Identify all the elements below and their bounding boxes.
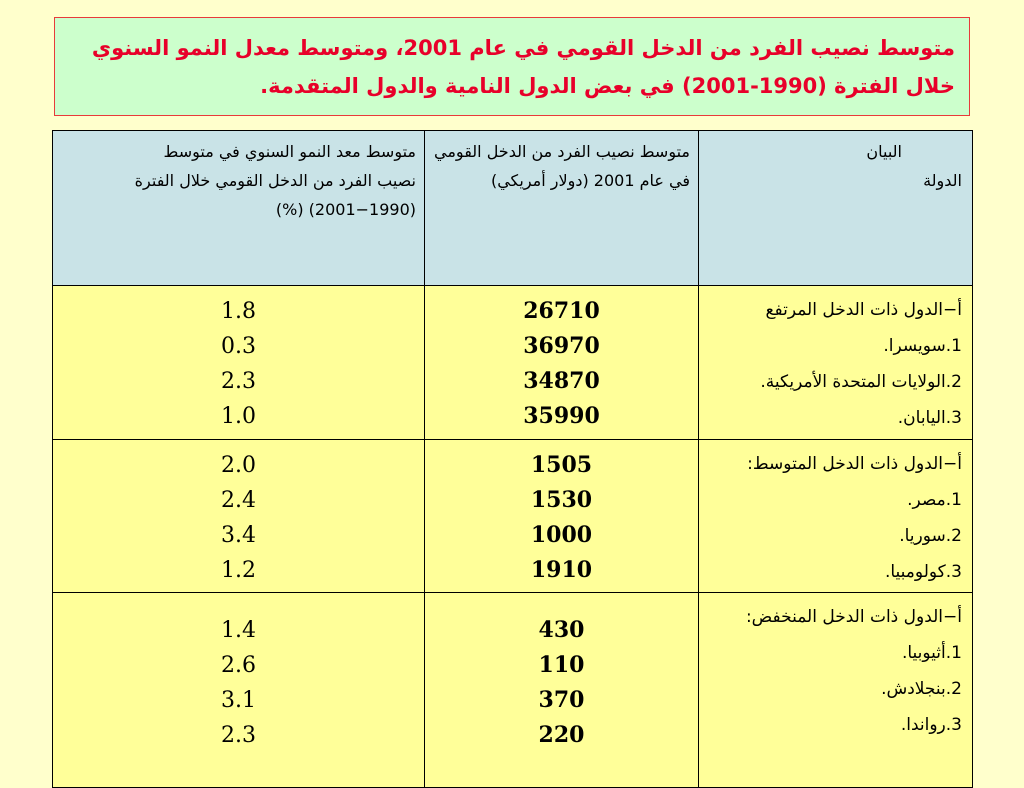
country-name: 1.أثيوبيا.: [901, 643, 962, 663]
header-growth-sublabel: نصيب الفرد من الدخل القومي خلال الفترة (1990−2001) (%): [134, 171, 416, 219]
income-cell: [425, 286, 699, 440]
country-name: 3.اليابان.: [897, 408, 962, 428]
header-country-label: البيان: [866, 142, 902, 161]
country-name: 2.سوريا.: [899, 526, 962, 546]
growth-cell: [53, 286, 425, 440]
country-name: 2.الولايات المتحدة الأمريكية.: [760, 372, 962, 392]
header-growth-label: متوسط معد النمو السنوي في متوسط: [163, 142, 416, 161]
header-income: [425, 131, 699, 286]
growth-cell: [53, 440, 425, 593]
income-table: [52, 130, 973, 788]
income-value: 35990: [523, 403, 600, 429]
country-cell: [699, 440, 973, 593]
header-growth: [53, 131, 425, 286]
income-value: 34870: [523, 368, 600, 394]
country-name: 3.كولومبيا.: [884, 562, 962, 582]
table-row: [53, 440, 973, 593]
country-name: 1.سويسرا.: [883, 336, 962, 356]
growth-value: 2.0: [221, 453, 256, 478]
income-value: 1000: [530, 522, 593, 548]
income-value: 26710: [523, 298, 600, 324]
table-row: [53, 286, 973, 440]
header-country: [699, 131, 973, 286]
growth-value: 3.1: [221, 688, 256, 713]
growth-value: 2.3: [221, 369, 256, 394]
income-value: 220: [538, 722, 585, 748]
income-cell: [425, 593, 699, 788]
growth-cell: [53, 593, 425, 788]
growth-value: 1.8: [221, 299, 256, 324]
income-value: 430: [538, 617, 585, 643]
table-header-row: [53, 131, 973, 286]
growth-value: 1.4: [221, 618, 256, 643]
country-name: 1.مصر.: [907, 490, 962, 510]
growth-value: 3.4: [221, 523, 256, 548]
country-cell: [699, 593, 973, 788]
growth-value: 0.3: [221, 334, 256, 359]
country-name: 2.بنجلادش.: [881, 679, 962, 699]
income-value: 1530: [530, 487, 593, 513]
group-label: أ−الدول ذات الدخل المنخفض:: [745, 607, 962, 627]
growth-value: 2.4: [221, 488, 256, 513]
table-row: [53, 593, 973, 788]
country-name: 3.رواندا.: [900, 715, 962, 735]
header-country-sublabel: الدولة: [923, 171, 962, 190]
header-income-label: متوسط نصيب الفرد من الدخل القومي في عام 2001 (دولار أمريكي): [434, 142, 690, 190]
income-value: 36970: [523, 333, 600, 359]
income-value: 1910: [530, 557, 593, 583]
income-value: 1505: [530, 452, 593, 478]
income-cell: [425, 440, 699, 593]
income-value: 110: [538, 652, 585, 678]
growth-value: 1.0: [221, 404, 256, 429]
group-label: أ−الدول ذات الدخل المرتفع: [765, 300, 962, 320]
growth-value: 2.3: [221, 723, 256, 748]
growth-value: 2.6: [221, 653, 256, 678]
slide-title: متوسط نصيب الفرد من الدخل القومي في عام 2001، ومتوسط معدل النمو السنوي خلال الفترة (1990-2001) في بعض الدول النامية والدول المتقدمة.: [54, 17, 970, 116]
group-label: أ−الدول ذات الدخل المتوسط:: [747, 454, 962, 474]
income-value: 370: [538, 687, 585, 713]
growth-value: 1.2: [221, 558, 256, 583]
country-cell: [699, 286, 973, 440]
